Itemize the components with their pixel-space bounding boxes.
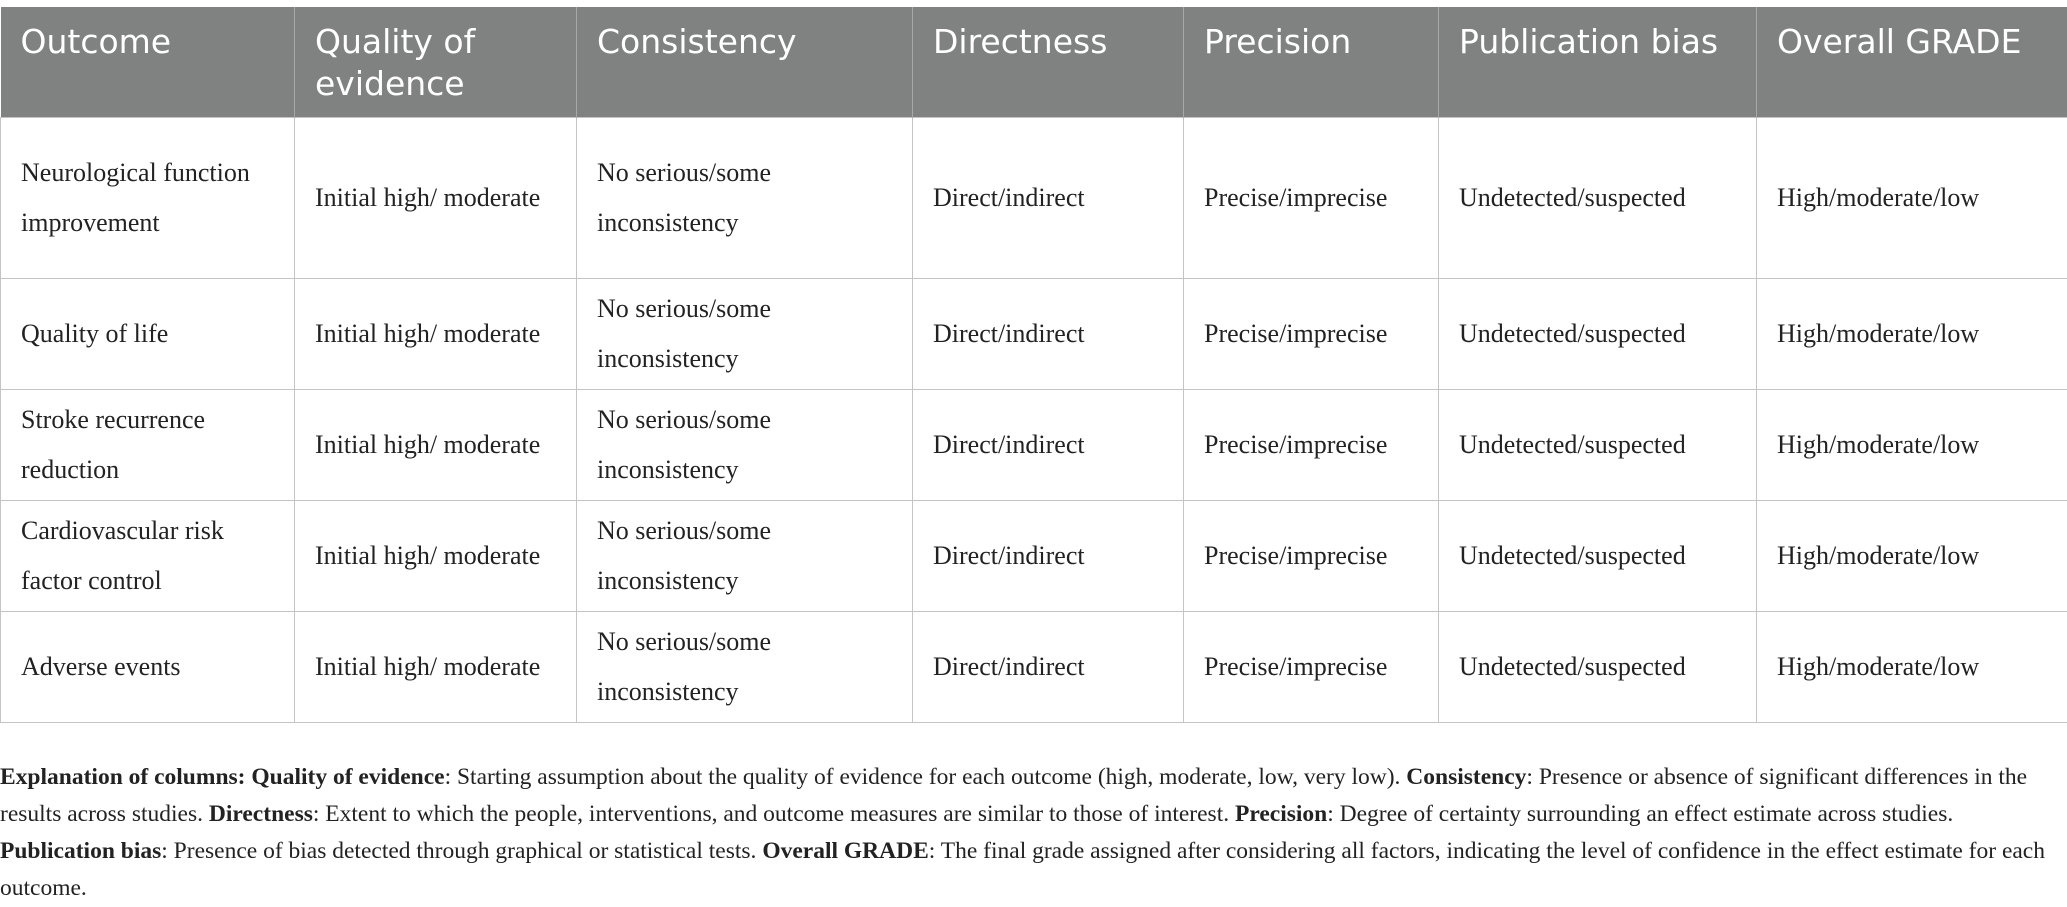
footnote-term-publication-bias: Publication bias [0, 838, 161, 864]
footnote-text-directness: : Extent to which the people, interventions, and outcome measures are similar to those of interest. [313, 801, 1235, 827]
table-row [1, 501, 2067, 612]
cell-directness: Direct/indirect [913, 501, 1184, 612]
cell-directness: Direct/indirect [913, 118, 1184, 279]
table-row [1, 390, 2067, 501]
cell-precision: Precise/imprecise [1184, 612, 1439, 723]
cell-precision: Precise/imprecise [1184, 118, 1439, 279]
table-row [1, 612, 2067, 723]
table-row [1, 279, 2067, 390]
table-row [1, 118, 2067, 279]
cell-publication-bias: Undetected/suspected [1439, 612, 1757, 723]
cell-outcome: Quality of life [1, 279, 295, 390]
footnote-term-precision: Precision [1235, 801, 1327, 827]
header-precision: Precision [1184, 7, 1439, 118]
footnote-term-consistency: Consistency [1406, 764, 1526, 790]
cell-precision: Precise/imprecise [1184, 279, 1439, 390]
footnote-term-quality: Quality of evidence [251, 764, 444, 790]
footnote-text-precision: : Degree of certainty surrounding an effect estimate across studies. [1327, 801, 1953, 827]
footnote-text-publication-bias: : Presence of bias detected through graphical or statistical tests. [161, 838, 762, 864]
grade-table [0, 7, 2067, 723]
footnote-text-consistency: : Presence or absence of significant differences in the results across studies. [0, 764, 2027, 827]
cell-publication-bias: Undetected/suspected [1439, 118, 1757, 279]
cell-overall-grade: High/moderate/low [1757, 279, 2067, 390]
header-row [1, 7, 2067, 118]
cell-precision: Precise/imprecise [1184, 390, 1439, 501]
cell-outcome: Adverse events [1, 612, 295, 723]
header-publication-bias: Publication bias [1439, 7, 1757, 118]
cell-outcome: Stroke recurrence reduction [1, 390, 295, 501]
cell-consistency: No serious/some inconsistency [577, 501, 913, 612]
footnote-term-overall-grade: Overall GRADE [762, 838, 928, 864]
cell-consistency: No serious/some inconsistency [577, 390, 913, 501]
cell-publication-bias: Undetected/suspected [1439, 390, 1757, 501]
cell-overall-grade: High/moderate/low [1757, 390, 2067, 501]
cell-quality: Initial high/ moderate [295, 501, 577, 612]
cell-quality: Initial high/ moderate [295, 390, 577, 501]
cell-quality: Initial high/ moderate [295, 118, 577, 279]
footnote-term-directness: Directness [209, 801, 313, 827]
footnote-intro: Explanation of columns: [0, 764, 246, 790]
table-footnote [0, 759, 2060, 907]
cell-overall-grade: High/moderate/low [1757, 501, 2067, 612]
cell-directness: Direct/indirect [913, 279, 1184, 390]
grade-table-container [0, 7, 2067, 723]
cell-quality: Initial high/ moderate [295, 612, 577, 723]
header-directness: Directness [913, 7, 1184, 118]
cell-precision: Precise/imprecise [1184, 501, 1439, 612]
cell-overall-grade: High/moderate/low [1757, 118, 2067, 279]
cell-consistency: No serious/some inconsistency [577, 612, 913, 723]
header-consistency: Consistency [577, 7, 913, 118]
cell-quality: Initial high/ moderate [295, 279, 577, 390]
cell-outcome: Neurological function improvement [1, 118, 295, 279]
cell-outcome: Cardiovascular risk factor control [1, 501, 295, 612]
cell-publication-bias: Undetected/suspected [1439, 279, 1757, 390]
footnote-text-quality: : Starting assumption about the quality of evidence for each outcome (high, moderate, low, very low). [445, 764, 1407, 790]
cell-publication-bias: Undetected/suspected [1439, 501, 1757, 612]
cell-directness: Direct/indirect [913, 612, 1184, 723]
cell-directness: Direct/indirect [913, 390, 1184, 501]
header-quality-of-evidence: Quality of evidence [295, 7, 577, 118]
cell-consistency: No serious/some inconsistency [577, 118, 913, 279]
footnote-text-overall-grade: : The final grade assigned after considering all factors, indicating the level of confidence in the effect estimate for each outcome. [0, 838, 2045, 901]
header-overall-grade: Overall GRADE [1757, 7, 2067, 118]
cell-overall-grade: High/moderate/low [1757, 612, 2067, 723]
header-outcome: Outcome [1, 7, 295, 118]
cell-consistency: No serious/some inconsistency [577, 279, 913, 390]
